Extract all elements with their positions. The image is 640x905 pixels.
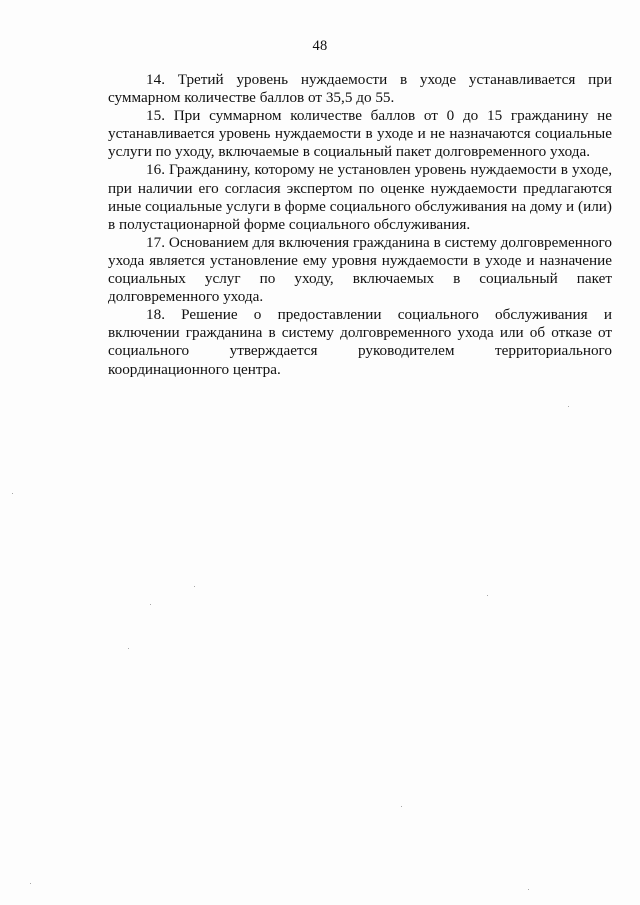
paragraph-17: 17. Основанием для включения гражданина в систему долговременного ухода является установление ему уровня нуждаемости в уходе и назначение социальных услуг по уходу, включаемых в социальный пакет долговременного ухода. xyxy=(108,233,612,306)
scan-speck xyxy=(401,806,402,807)
scan-speck xyxy=(568,406,569,407)
page-number: 48 xyxy=(312,38,328,54)
document-body xyxy=(108,71,612,379)
scan-speck xyxy=(128,648,129,649)
paragraph-18: 18. Решение о предоставлении социального обслуживания и включении гражданина в систему долговременного ухода или об отказе от социального утверждается руководителем территориального координационного центра. xyxy=(108,306,612,378)
scan-speck xyxy=(487,595,488,596)
scan-speck xyxy=(12,493,13,494)
paragraph-15: 15. При суммарном количестве баллов от 0 до 15 гражданину не устанавливается уровень нуждаемости в уходе и не назначаются социальные услуги по уходу, включаемые в социальный пакет долговременного ухода. xyxy=(108,107,612,161)
scan-speck xyxy=(528,889,529,890)
paragraph-14: 14. Третий уровень нуждаемости в уходе устанавливается при суммарном количестве баллов от 35,5 до 55. xyxy=(108,71,612,107)
scan-speck xyxy=(194,586,195,587)
scan-speck xyxy=(150,604,151,605)
paragraph-16: 16. Гражданину, которому не установлен уровень нуждаемости в уходе, при наличии его согласия экспертом по оценке нуждаемости предлагаются иные социальные услуги в форме социального обслуживания на дому и (или) в полустационарной форме социального обслуживания. xyxy=(108,161,612,233)
scan-speck xyxy=(30,883,31,884)
